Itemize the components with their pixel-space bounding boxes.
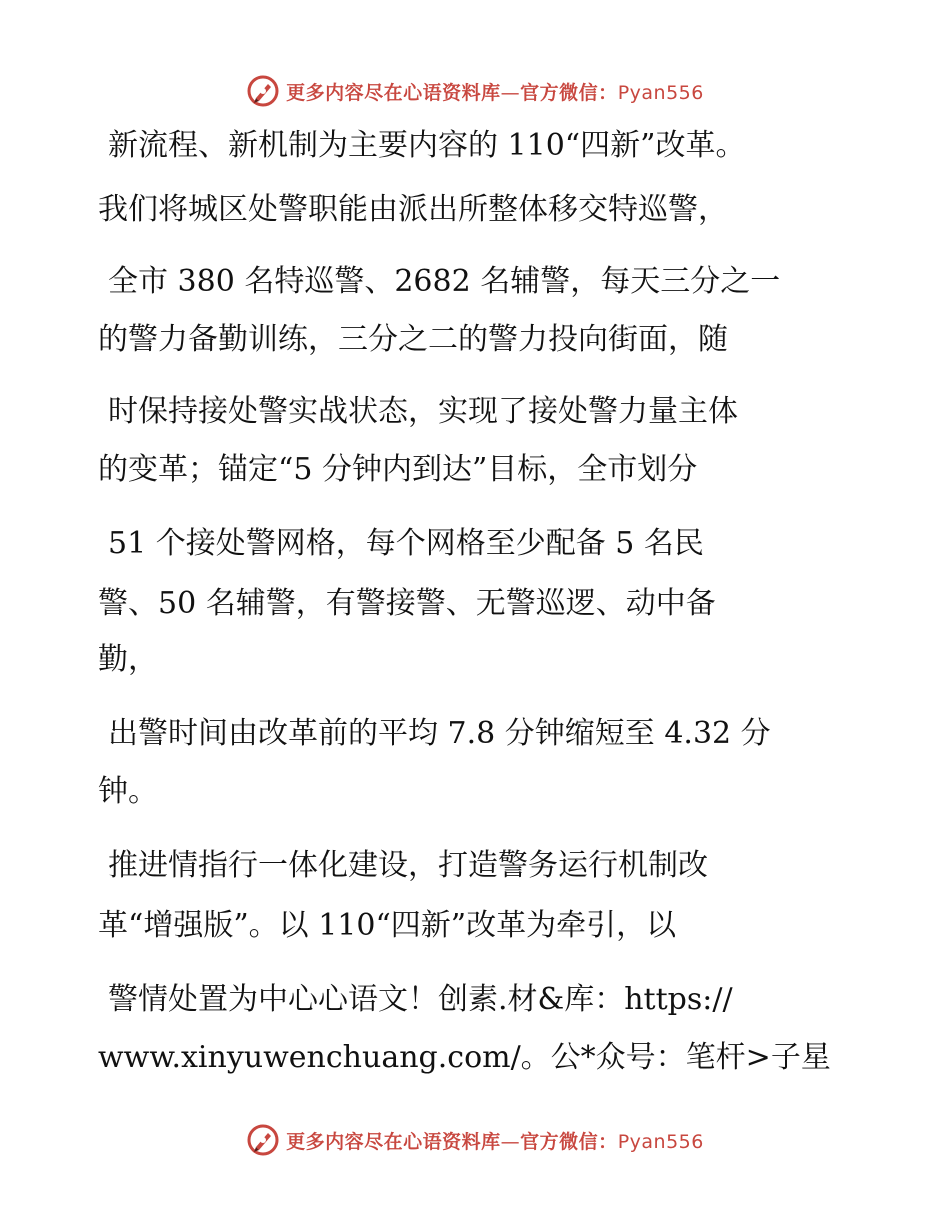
- footer-wechat-label: 官方微信：: [520, 1130, 618, 1153]
- text-line: 我们将城区处警职能由派出所整体移交特巡警，: [98, 192, 728, 227]
- text-line: 推进情指行一体化建设，打造警务运行机制改: [108, 848, 708, 883]
- pen-logo-icon: [246, 74, 280, 108]
- footer-brand[interactable]: [246, 1123, 704, 1157]
- text-line: 的变革；锚定“5 分钟内到达”目标，全市划分: [98, 452, 698, 487]
- header-brand-separator: —: [500, 81, 521, 104]
- page-header: [0, 71, 950, 111]
- footer-wechat-id: Pyan556: [617, 1130, 704, 1153]
- text-line: 全市 380 名特巡警、2682 名辅警，每天三分之一: [108, 264, 781, 299]
- pen-logo-icon: [246, 1123, 280, 1157]
- header-wechat-id: Pyan556: [617, 81, 704, 104]
- text-line: www.xinyuwenchuang.com/。公*众号：笔杆>子星: [98, 1040, 831, 1075]
- footer-brand-separator: —: [500, 1130, 521, 1153]
- footer-brand-name: 更多内容尽在心语资料库: [286, 1130, 501, 1153]
- text-line: 警、50 名辅警，有警接警、无警巡逻、动中备: [98, 586, 716, 621]
- page-footer: [0, 1120, 950, 1160]
- header-brand[interactable]: [246, 74, 704, 108]
- text-line: 勤，: [98, 642, 158, 677]
- header-brand-name: 更多内容尽在心语资料库: [286, 81, 501, 104]
- header-wechat-label: 官方微信：: [520, 81, 618, 104]
- text-line: 革“增强版”。以 110“四新”改革为牵引，以: [98, 908, 677, 943]
- text-line: 51 个接处警网格，每个网格至少配备 5 名民: [108, 526, 704, 561]
- text-line: 钟。: [98, 774, 158, 809]
- text-line: 的警力备勤训练，三分之二的警力投向街面，随: [98, 322, 728, 357]
- text-line: 时保持接处警实战状态，实现了接处警力量主体: [108, 394, 738, 429]
- text-line: 新流程、新机制为主要内容的 110“四新”改革。: [108, 128, 746, 163]
- text-line: 警情处置为中心心语文！创素.材&库：https://: [108, 982, 733, 1017]
- text-line: 出警时间由改革前的平均 7.8 分钟缩短至 4.32 分: [108, 716, 771, 751]
